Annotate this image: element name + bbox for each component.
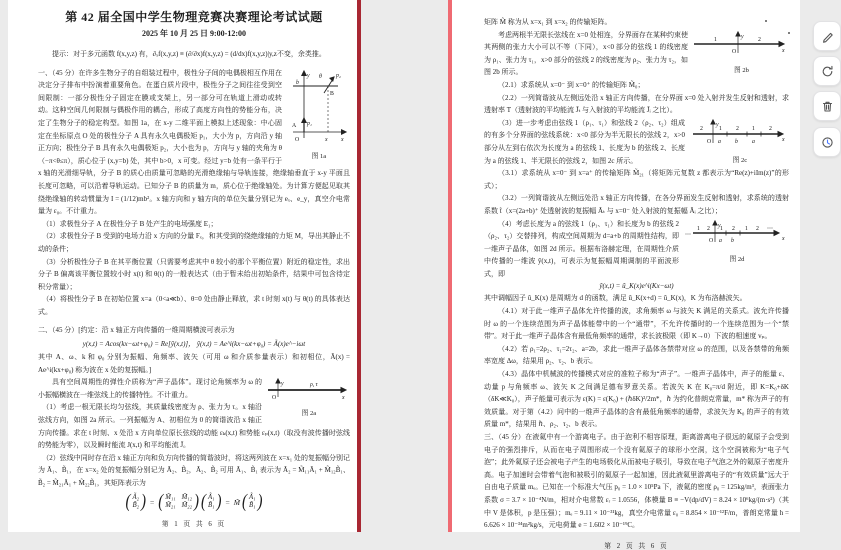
figure-2b-drawing [694,30,789,58]
page-1 [8,0,357,532]
svg-text:x: x [782,235,785,242]
figure-2d-caption: 图 2d [729,255,745,263]
transfer-matrix: M̃₁₁ M̃₁₂ M̃₂₁ M̃₂₂ [165,493,192,509]
svg-text:b: b [296,79,299,86]
svg-text:a: a [719,237,722,244]
figure-2c [691,118,789,164]
svg-text:1: 1 [697,225,700,232]
paren: ( [242,491,247,512]
figure-2d [685,219,789,263]
matrix-rhs-vector: Ã₁ B̃₁ [208,493,215,509]
svg-text:2: 2 [732,225,735,232]
problem-1-item-3: （3）分析极性分子 B 在其平衡位置（只需要考虑其中 θ 较小的那个平衡位置）附近的稳定性，求出分子 B 偏离该平衡位置较小时 x(t) 和 θ(t) 的一般表达式（由于暂未给出初始条件，结果中可包含待定积分常量）； [38,257,350,291]
svg-text:1: 1 [745,225,748,232]
trash-icon [821,100,834,113]
svg-text:2: 2 [736,125,739,132]
item-2-1: （2.1）求系统从 x=0⁻ 到 x=0⁺ 的传输矩阵 M̃₀； [498,80,645,89]
problem-1-item-1: （1）求极性分子 A 在极性分子 B 处产生的电场强度 E₁； [42,219,218,228]
svg-text:O: O [709,237,714,244]
two-strings-paragraph: 考虑两根半无限长弦线在 x=0 处相连，分界面存在某种约束使其两侧的张力大小可以不等（下同），x<0 部分的弦线 1 的线密度为 ρ₁、张力为 τ₁，x>0 部分的弦线 2 的线密度为 ρ₂、张力为 τ₂，如图 2b 所示。 [484,30,688,77]
item-4-1: （4.1）对于此一维声子晶体允许传播的波，求角频率 ω 与波矢 K 满足的关系式。波允许传播时 ω 的一个连续范围为声子晶体能带中的一个“通带”，不允许传播时的一个连续范围为一个“禁带”。对于此一维声子晶体含有最低角频率的通带，求长波极限（即 K→0）下波的相速度 vₚ。 [484,307,789,341]
matrix-symbol: M̃ [233,497,240,507]
svg-text:⋯: ⋯ [767,225,773,232]
problem-2-item-1: （1）考虑一根无限长均匀弦线，其质量线密度为 ρ、张力为 τ。x 轴沿弦线方向，如图 2a 所示。一列振幅为 A、初相位为 0 的简谐波沿 x 轴正方向传播。求在 t 时刻、x 处沿 x 方向单位原长弦线的动能 εₖ(x,t) 和势能 εₚ(x,t)（取没有波传播时弦线的势能为零），以及瞬时能流 J(x,t) 和平均能流 J̄。 [38,403,350,450]
paren: ( [158,491,164,512]
svg-text:ρ, τ: ρ, τ [310,382,318,389]
problem-2-intro: 二、（45 分）[约定：沿 x 轴正方向传播的一维周期横波可表示为 [38,326,235,335]
svg-text:p₁: p₁ [307,120,312,127]
svg-text:y: y [307,72,310,79]
svg-text:⋯: ⋯ [685,231,691,238]
paren: ) [194,491,199,512]
svg-text:2: 2 [758,36,761,43]
problem-1-intro: 一、（45 分）在许多生物分子的自组装过程中，极性分子间的电偶极相互作用在决定分子排布中扮演着重要角色。在蛋白质片段中，极性分子之间往往受到空间限制：一部分极性分子固定在膜或支架上，另一部分可在轨道上滑动或转动。这种空间几何限制与偶极作用的耦合，形成了高度方向性的势能分布，决定了生物分子的稳定构型。如图 1a，在 x-y 二维平面上模拟上述现象：中心固定在坐标原点 O 处的极性分子 A 具有永久电偶极矩 p₁，大小为 p，方向沿 y 轴正方向；极性分子 B 具有永久电偶极矩 p₂，大小也为 p，方向与 y 轴的夹角为 θ（−π<θ≤π），质心位于 (x,y=b) 处，其中 b>0，x 可变。经过 y=b 处有一条平行于 x 轴的光滑细导轨，分子 B 的质心由质量可忽略的光滑绝缘轴与导轨连接，绝缘轴垂直于 x-y 平面且长度可忽略，可以沿着导轨运动。已知分子 B 的质量为 m，质心位于绝缘轴处。为计算方便起见取其绕绝缘轴的转动惯量为 I = (1/12)mb²。x 轴方向和 y 轴方向的单位矢量分别记为 eₓ、e_y，真空介电常量为 ε₀。不计重力。 [38,68,350,216]
figure-2c-drawing [691,118,789,148]
scan-speck [788,32,790,34]
problem-1-item-2: （2）求极性分子 B 受到的电场力沿 x 方向的分量 Fₓ，和其受到的绕绝缘轴的力矩 M，导出其静止不动的条件； [38,232,350,253]
exam-hint: 提示：对于多元函数 f(x,y,z) 有，∂ₓf(x,y,z) ≡ (∂/∂x)f(x,y,z) = (d/dx)f(x,y,z)|y,z不变，余类推。 [52,50,326,58]
bloch-note: 其中调幅因子 ũ_K(x) 是周期为 d 的函数，满足 ũ_K(x+d) = ũ_K(x)，K 为布洛赫波矢。 [484,294,747,303]
equals-sign: = [225,497,230,507]
svg-text:1: 1 [720,225,723,232]
figure-2b [694,30,789,74]
bloch-formula: ỹ(x,t) = ũ_K(x)e^i(Kx−ωt) [599,282,674,291]
svg-text:x: x [782,47,785,54]
svg-text:O: O [295,136,300,143]
svg-text:a: a [752,138,755,145]
figure-1a-drawing [288,68,350,144]
delete-button[interactable] [813,91,841,121]
item-4-2: （4.2）若 ρ₁=2ρ₂、τ₁=2τ₂、a=2b，求此一维声子晶体各禁带对应 ω 的范围，以及各禁带的角频率宽度 Δω，结果用 ρ₂、τ₂、b 表示。 [484,344,789,366]
matrix-rhs-vector-2: Ã₁ B̃₁ [249,493,256,509]
problem-2 [38,324,350,510]
transfer-matrix-note: 矩阵 M̃ 称为从 x=x₁ 到 x=x₂ 的传输矩阵。 [484,18,612,26]
svg-text:1: 1 [719,125,722,132]
item-4-3: （4.3）晶体中机械波的传播模式对应的准粒子称为“声子”。一维声子晶体中，声子的能量 ε、动量 p 与角频率 ω、波矢 K 之间满足德布罗意关系。若波矢 K 在 K₀=π/d 附近，即 K=K₀+δK（δK≪K₀），声子能量可表示为 ε(K) = ε(K₀) + (ℏδK)²/2m*，ℏ 为约化普朗克常量，m* 称为声子的有效质量。对于第（4.2）问中的一维声子晶体的含有最低角频率的通带，求波矢为 K₀ 的声子的有效质量 m*，结果用 ℏ、ρ₂、τ₂、b 表示。 [484,370,789,429]
svg-text:y: y [716,121,719,128]
svg-text:O: O [707,138,712,145]
exam-date: 2025 年 10 月 25 日 9:00-12:00 [142,29,246,38]
svg-text:x: x [341,136,344,143]
svg-text:θ: θ [319,73,322,80]
svg-text:b: b [731,237,734,244]
problem-2-item-2: （2）弦线中同时存在沿 x 轴正方向和负方向传播的简谐波时，将这两列波在 x=x₁ 处的复振幅分别记为 Ã₁、B̃₁，在 x=x₂ 处的复振幅分别记为 Ã₂、B̃₂，Ã₂、B̃₂ 可用 Ã₁、B̃₁ 表示为 Ã₂ = M̃₁₁Ã₁ + M̃₁₂B̃₁、B̃₂ = M̃₂₁Ã₁ + M̃₂₂B̃₁，其矩阵表示为 [38,453,350,487]
svg-text:x: x [342,395,345,402]
item-2-2: （2.2）一列简谐波从左侧远处沿 x 轴正方向传播，在分界面 x=0 处入射并发生反射和透射，求透射率 T（透射波的平均能流 J̄ₜ 与入射波的平均能流 J̄ᵢ 之比）。 [484,93,789,115]
svg-text:2: 2 [756,225,759,232]
figure-1a-caption: 图 1a [311,152,327,160]
item-3-1: （3.1）求系统从 x=0⁻ 到 x=a⁺ 的传输矩阵 M̃₂₁（将矩阵元复数 z 都表示为“Re(z)+iIm(z)”的形式）； [484,169,789,190]
svg-text:p₂: p₂ [336,72,341,79]
svg-text:1: 1 [714,36,717,43]
page-2-footer: 第 2 页 共 6 页 [604,542,669,550]
paren: ) [257,491,263,512]
exam-title: 第 42 届全国中学生物理竞赛决赛理论考试试题 [65,10,323,24]
figure-2a [268,377,350,417]
clock-icon [821,136,834,149]
figure-2a-caption: 图 2a [301,410,317,418]
svg-text:2: 2 [707,225,710,232]
paren: ) [140,491,146,512]
item-4: （4）考虑长度为 a 的弦线 1（ρ₁、τ₁）和长度为 b 的弦线 2（ρ₂、τ₂）交替排列，构成空间周期为 d=a+b 的周期性结构，即一维声子晶体，如图 2d 所示。根据布洛赫定理，在周期性介质中传播的一维波 ỹ(x,t)，可表示为复振幅周期调制的平面波形式，即 [484,219,679,278]
page-2 [452,0,800,550]
svg-text:a: a [718,138,721,145]
svg-text:x: x [325,136,328,143]
svg-text:2: 2 [700,125,703,132]
history-button[interactable] [813,127,841,157]
matrix-lhs-vector: Ã₂ B̃₂ [132,493,139,509]
paren: ( [201,491,206,512]
svg-text:y: y [718,222,721,229]
figure-2a-drawing [268,377,350,401]
page-divider-dark-red [357,0,361,532]
svg-text:2: 2 [769,125,772,132]
pen-icon [821,30,834,43]
svg-text:O: O [272,395,277,402]
svg-text:O: O [732,48,737,55]
paren: ) [216,491,222,512]
refresh-icon [821,65,834,78]
problem-1 [38,67,350,319]
problem-1-item-4: （4）将极性分子 B 在初始位置 x=a（0<a≪b）、θ=0 处由静止释放，求 t 时刻 x(t) 与 θ(t) 的具体表达式。 [38,295,350,316]
problem-2-wave-formula: y(x,t) = Acos(kx−ωt+φ₀) = Re[ỹ(x,t)]， ỹ(x,t) = Ae^i(kx−ωt+φ₀) = Ã(x)e^−iωt [82,340,306,349]
page-1-footer: 第 1 页 共 6 页 [161,521,227,529]
annotate-button[interactable] [813,21,841,51]
paren: ( [125,491,131,512]
svg-text:1: 1 [752,125,755,132]
problem-2-body: 具有空间周期性的弹性介质称为“声子晶体”。现讨论角频率为 ω 的小振幅横波在一维弦线上的传播特性。不计重力。 [38,378,262,399]
matrix-equation [38,491,350,512]
item-3: （3）进一步考虑由弦线 1（ρ₁、τ₁）和弦线 2（ρ₂、τ₂）组成的有多个分界面的弦线系统：x<0 部分为半无限长的弦线 2，x>0 部分从左到右依次为长度为 a 的弦线 1、长度为 b 的弦线 2、长度为 a 的弦线 1、半无限长的弦线 2，如图 2c 所示。 [484,118,685,165]
svg-text:b: b [735,138,738,145]
problem-3-intro: 三、（45 分）在液氦中有一个游离电子。由于泡利不相容原理，距离游离电子很远的氦原子会受到电子的强烈排斥，从而在电子周围形成一个没有氦原子的球形小空洞，这个空洞被称为“电子气泡”；此外氦原子还会被电子产生的电场极化从而被电子吸引，导致在电子气泡之外的氦原子密度升高。电子加速时会带着气泡和被吸引的氦原子一起加速，因此液氦里游离电子的“有效质量”远大于自由电子质量 mₑ。已知在一个标准大气压 p₀ = 1.0 × 10⁵Pa 下，液氦的密度 ρ₀ = 125kg/m³，表面张力系数 σ = 3.7 × 10⁻⁴N/m，相对介电常数 εᵣ = 1.0556，体模量 B ≡ −V(dp/dV) = 8.24 × 10⁶kg/(m·s²)（其中 V 是体积，p 是压强）；mₑ = 9.11 × 10⁻³¹kg，真空介电常量 ε₀ = 8.854 × 10⁻¹²F/m，普朗克常量 h = 6.626 × 10⁻³⁴m²kg/s，元电荷量 e = 1.602 × 10⁻¹⁹C。 [484,433,789,530]
figure-2c-caption: 图 2c [732,156,748,164]
svg-text:x: x [782,136,785,143]
figure-1a [288,68,350,160]
problem-2-note: 其中 A、ω、k 和 φ₀ 分别为振幅、角频率、波矢（可用 ω 和介质参量表示）和初相位，Ã(x) = Ae^i(kx+φ₀) 称为波在 x 处的复振幅。] [38,353,350,374]
figure-2d-drawing [685,219,789,247]
equals-sign: = [149,497,155,507]
item-3-2: （3.2）一列简谐波从左侧远处沿 x 轴正方向传播，在各分界面发生反射和透射，求系统的透射系数 t̃（x=(2a+b)⁺ 处透射波的复振幅 Ãₜ 与 x=0⁻ 处入射波的复振幅 Ãᵢ 之比）； [484,194,789,215]
svg-text:y: y [281,381,284,388]
scan-speck [765,20,767,22]
svg-text:B: B [330,90,334,97]
refresh-button[interactable] [813,56,841,86]
figure-2b-caption: 图 2b [734,66,749,74]
svg-text:y: y [741,33,744,40]
svg-text:A: A [292,122,297,129]
